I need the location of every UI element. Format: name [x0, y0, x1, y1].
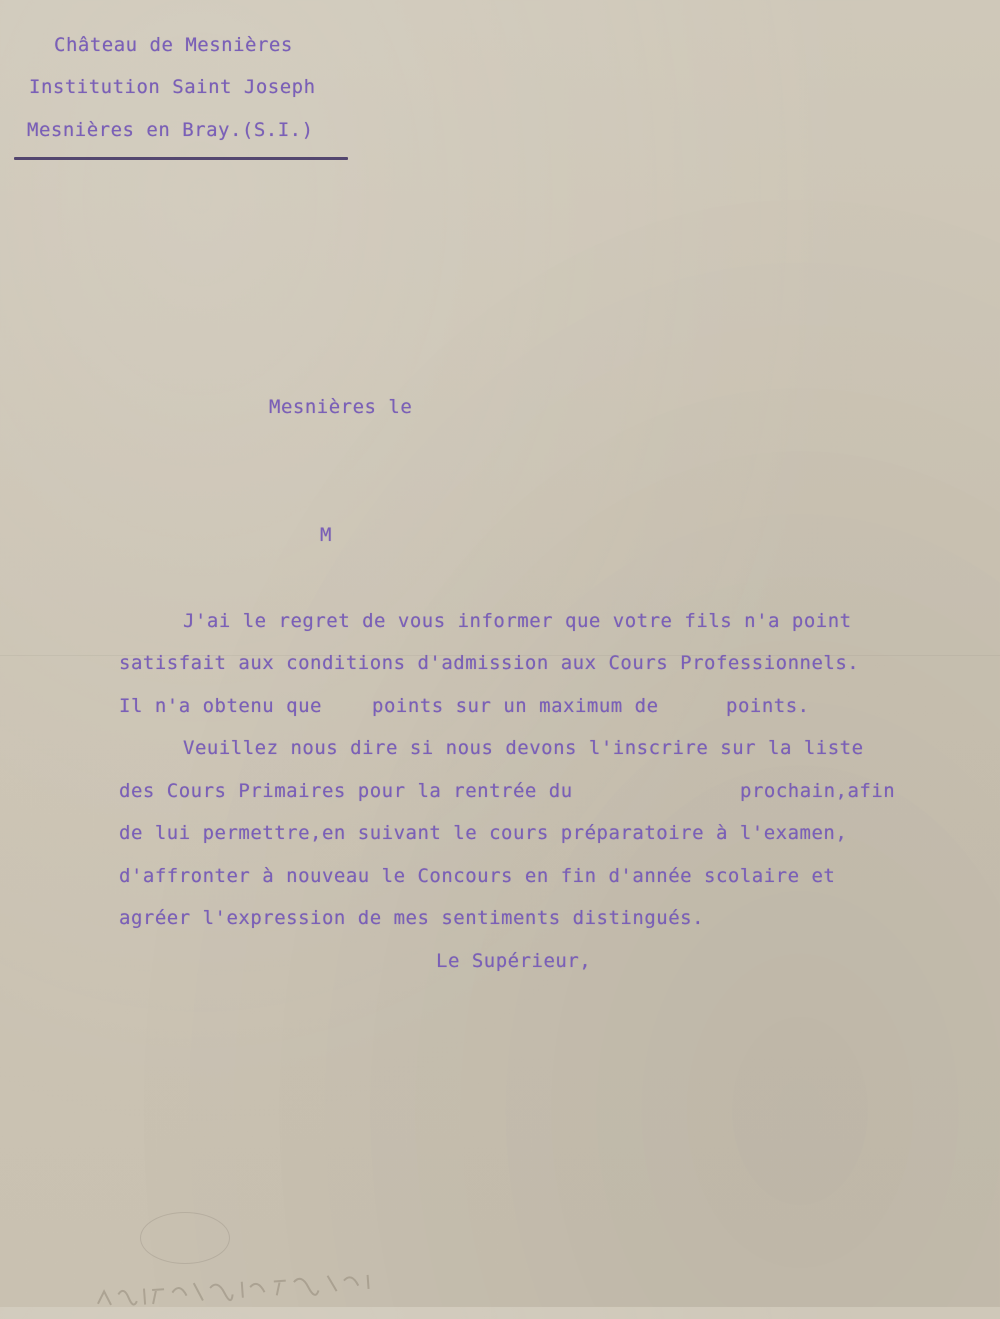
body-line-1: J'ai le regret de vous informer que votre fils n'a point [183, 610, 852, 632]
signature: Le Supérieur, [436, 950, 592, 972]
body-line-3a: Il n'a obtenu que [119, 695, 322, 717]
letterhead-line-3: Mesnières en Bray.(S.I.) [27, 119, 314, 141]
body-line-8: agréer l'expression de mes sentiments distingués. [119, 907, 705, 929]
letterhead-line-2: Institution Saint Joseph [29, 76, 316, 98]
body-line-5b: prochain,afin [740, 780, 896, 802]
letterhead-rule [14, 157, 348, 160]
place-date: Mesnières le [269, 396, 413, 418]
body-line-3c: points. [726, 695, 810, 717]
body-line-5a: des Cours Primaires pour la rentrée du [119, 780, 573, 802]
body-line-7: d'affronter à nouveau le Concours en fin d'année scolaire et [119, 865, 836, 887]
body-line-4: Veuillez nous dire si nous devons l'inscrire sur la liste [183, 737, 864, 759]
body-line-2: satisfait aux conditions d'admission aux Cours Professionnels. [119, 652, 860, 674]
body-line-6: de lui permettre,en suivant le cours préparatoire à l'examen, [119, 822, 848, 844]
letterhead-line-1: Château de Mesnières [54, 34, 293, 56]
archive-reference-marking [91, 1250, 443, 1319]
body-line-3b: points sur un maximum de [372, 695, 659, 717]
faint-stamp [140, 1212, 230, 1264]
salutation: M [320, 524, 332, 546]
